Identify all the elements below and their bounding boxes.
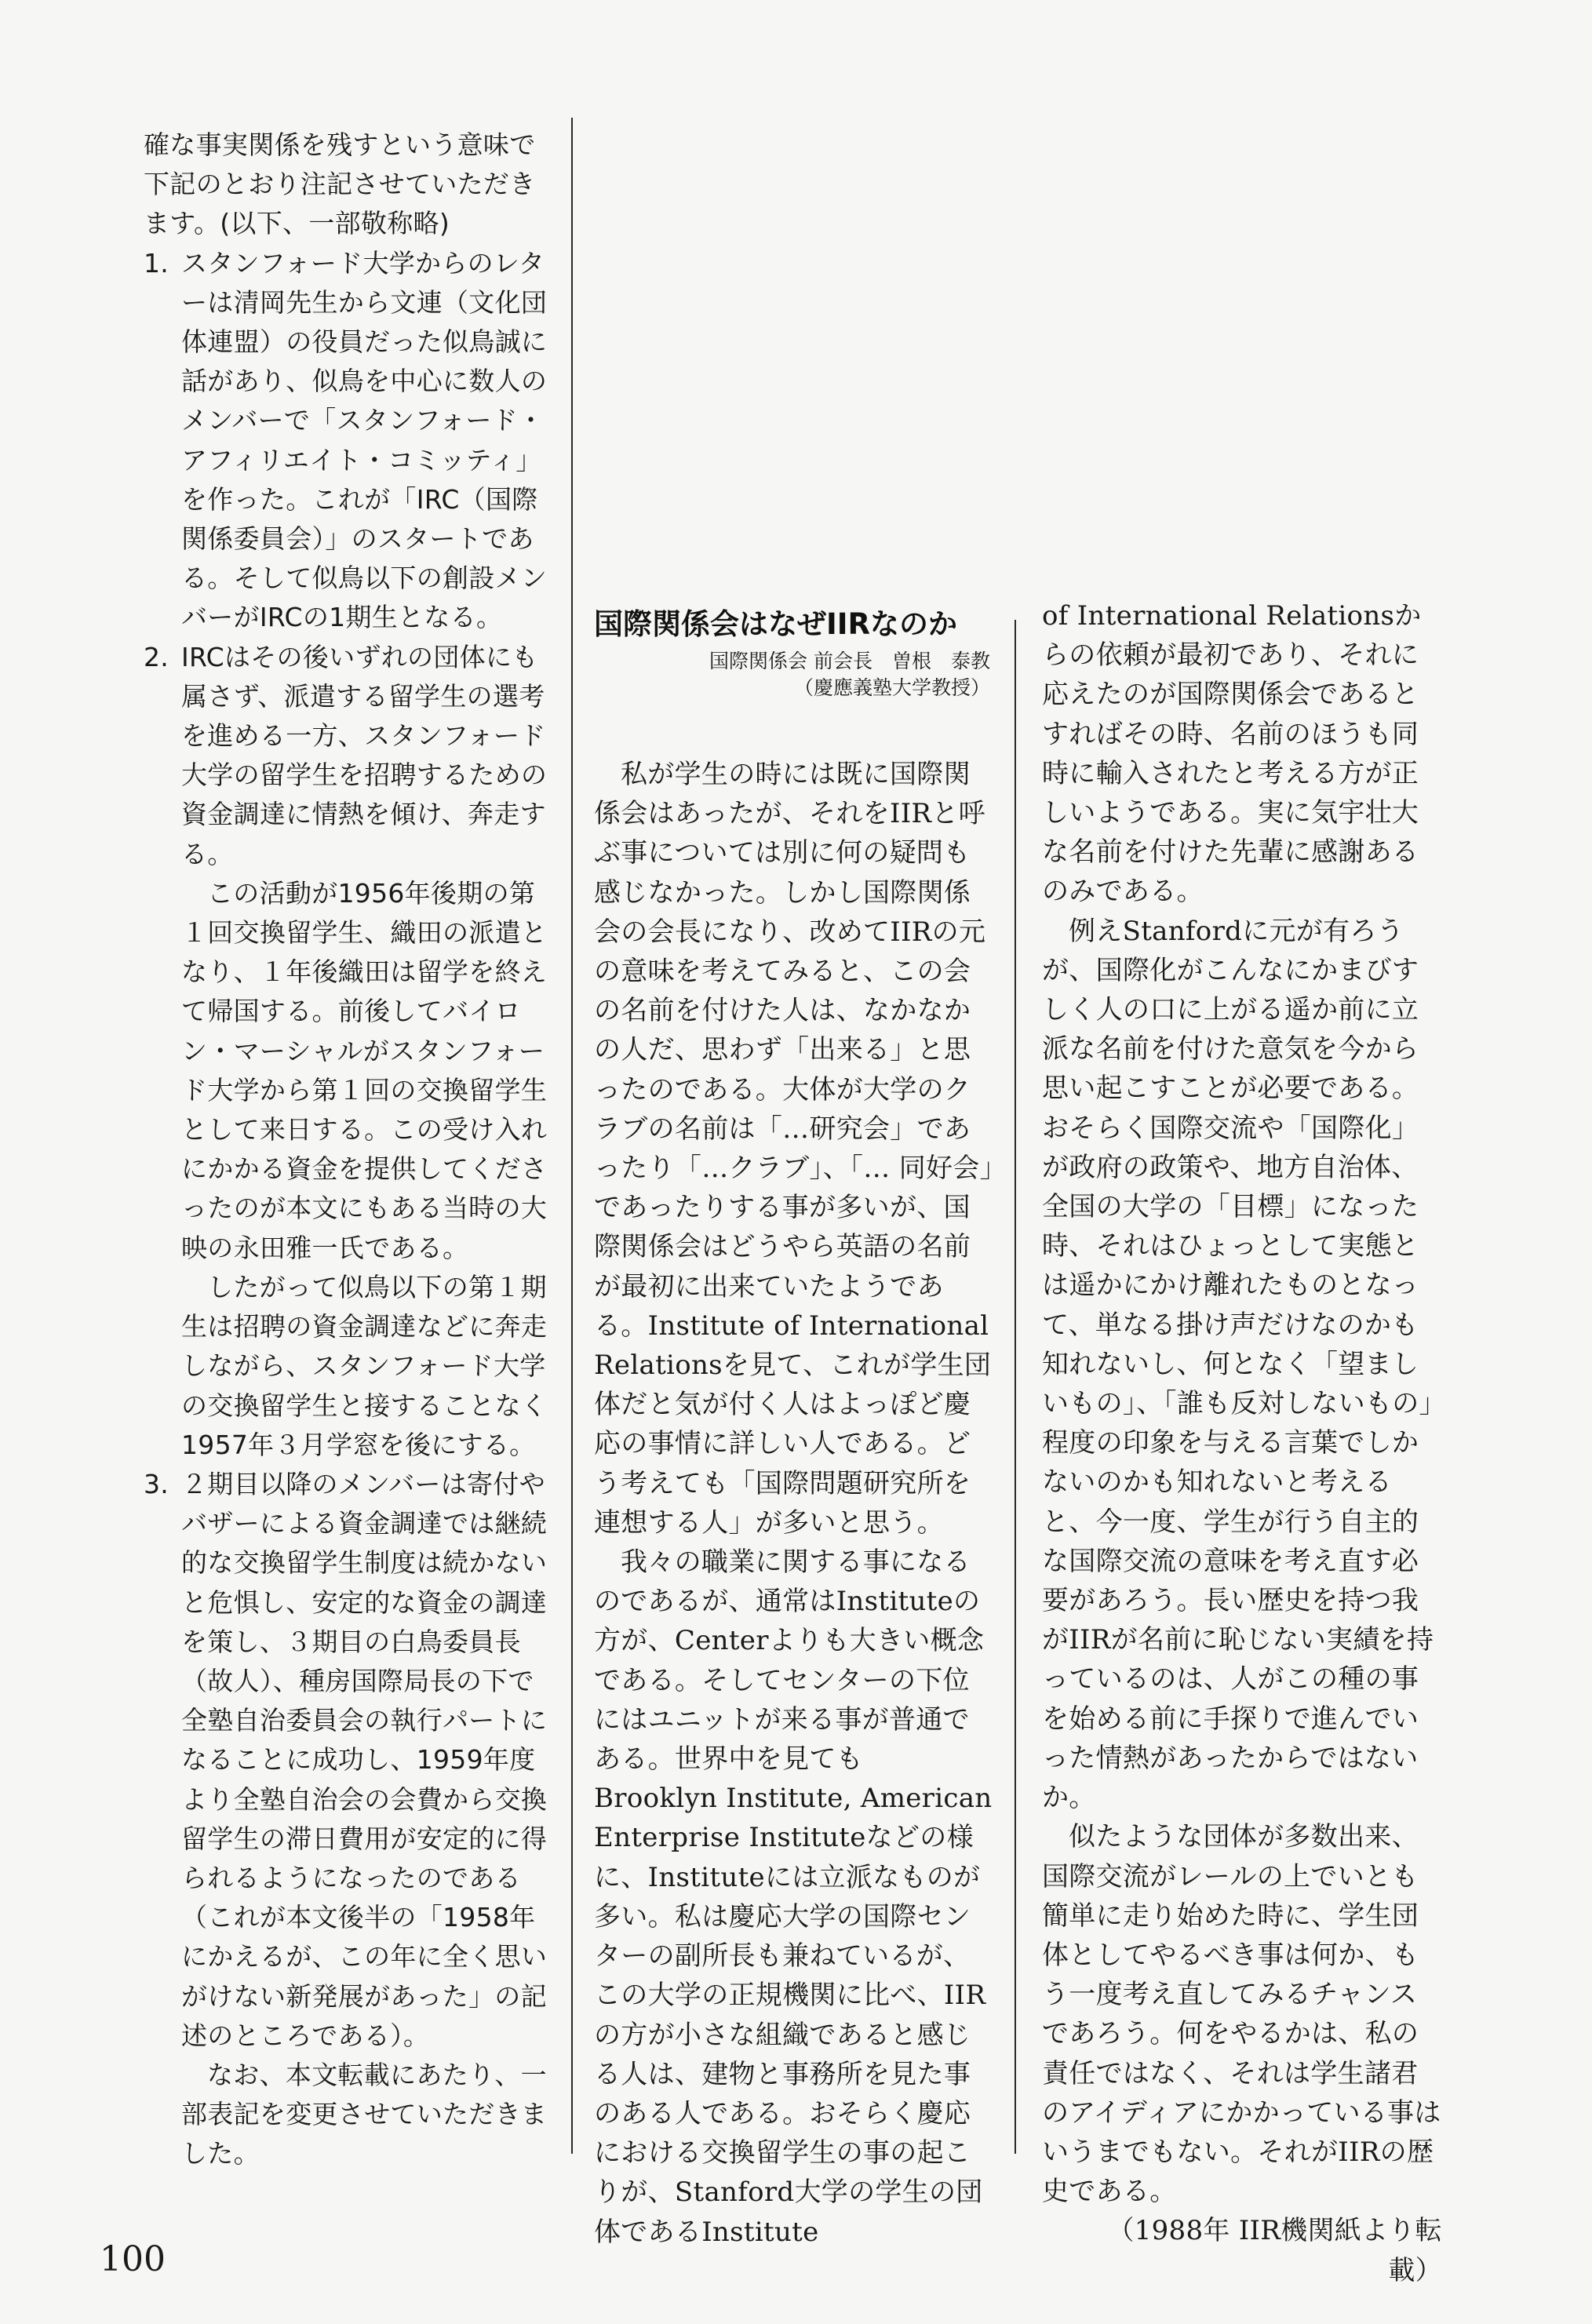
show-through-texture xyxy=(587,126,995,565)
article-title: 国際関係会はなぜIIRなのか xyxy=(594,607,958,641)
author-line: 国際関係会 前会長 曽根 泰教 xyxy=(709,650,990,672)
note-number: 3. xyxy=(144,1468,169,1499)
column-divider xyxy=(1015,620,1016,2154)
note-item-1 xyxy=(144,244,552,638)
note-item-3 xyxy=(144,1465,552,2056)
notes-closing: なお、本文転載にあたり、一部表記を変更させていただきました。 xyxy=(181,2059,548,2169)
article-paragraph: 我々の職業に関する事になるのであるが、通常はInstituteの方が、Centerよりも大きい概念である。そしてセンターの下位にはユニットが来る事が普通である。世界中を見ても Brooklyn Institute, American Enterprise Instituteなどの様に、Instituteには立派なものが多い。私は慶応大学の国際センターの副所長も兼ねているが、この大学の正規機関に比べ、IIRの方が小さな組織であると感じる人は、建物と事務所を見た事のある人である。おそらく慶応における交換留学生の事の起こりが、Stanford大学の学生の団体であるInstitute xyxy=(594,1546,993,2248)
article-column-1 xyxy=(594,755,994,2252)
notes-intro: 確な事実関係を残すという意味で下記のとおり注記させていただきます。(以下、一部敬称略) xyxy=(144,129,536,239)
source-note: （1988年 IIR機関紙より転載） xyxy=(1107,2215,1442,2286)
article-paragraph: 似たような団体が多数出来、国際交流がレールの上でいとも簡単に走り始めた時に、学生団体としてやるべき事は何か、もう一度考え直してみるチャンスであろう。何をやるかは、私の責任ではなく、それは学生諸君のアイディアにかかっている事はいうまでもない。それがIIRの歴史である。 xyxy=(1042,1821,1441,2208)
page-number: 100 xyxy=(100,2239,166,2279)
article-paragraph: 私が学生の時には既に国際関係会はあったが、それをIIRと呼ぶ事については別に何の疑問も感じなかった。しかし国際関係会の会長になり、改めてIIRの元の意味を考えてみると、この会の名前を付けた人は、なかなかの人だ、思わず「出来る」と思ったのである。大体が大学のクラブの名前は「…研究会」であったり「…クラブ」、「… 同好会」であったりする事が多いが、国際関係会はどうやら英語の名前が最初に出来ていたようである。Institute of International Relationsを見て、これが学生団体だと気が付く人はよっぽど慶応の事情に詳しい人である。どう考えても「国際問題研究所を連想する人」が多いと思う。 xyxy=(594,759,993,1539)
note-text: スタンフォード大学からのレターは清岡先生から文連（文化団体連盟）の役員だった似鳥誠に話があり、似鳥を中心に数人のメンバーで「スタンフォード・アフィリエイト・コミッティ」を作った。これが「IRC（国際関係委員会）」のスタートである。そして似鳥以下の創設メンバーがIRCの1期生となる。 xyxy=(181,247,548,633)
note-item-2 xyxy=(144,638,552,874)
note-number: 2. xyxy=(144,641,169,672)
article-paragraph: of International Relationsからの依頼が最初であり、それに応えたのが国際関係会であるとすればその時、名前のほうも同時に輸入されたと考える方が正しいようである。実に気宇壮大な名前を付けた先輩に感謝あるのみである。 xyxy=(1042,600,1422,908)
note-text: IRCはその後いずれの団体にも属さず、派遣する留学生の選考を進める一方、スタンフォード大学の留学生を招聘するための資金調達に情熱を傾け、奔走する。 xyxy=(181,641,548,869)
note-number: 1. xyxy=(144,247,169,279)
show-through-texture xyxy=(1032,126,1455,596)
article-column-2 xyxy=(1042,596,1442,2290)
note-paragraph: この活動が1956年後期の第１回交換留学生、織田の派遣となり、１年後織田は留学を終えて帰国する。前後してバイロン・マーシャルがスタンフォード大学から第１回の交換留学生として来日する。この受け入れにかかる資金を提供してくださったのが本文にもある当時の大映の永田雅一氏である。 xyxy=(181,877,548,1263)
author-affiliation: （慶應義塾大学教授） xyxy=(793,676,990,699)
note-text: ２期目以降のメンバーは寄付やバザーによる資金調達では継続的な交換留学生制度は続かないと危惧し、安定的な資金の調達を策し、３期目の白鳥委員長（故人）、種房国際局長の下で全塾自治委員会の執行パートになることに成功し、1959年度より全塾自治会の会費から交換留学生の滞日費用が安定的に得られるようになったのである（これが本文後半の「1958年にかえるが、この年に全く思いがけない新発展があった」の記述のところである）。 xyxy=(181,1468,548,2051)
article-paragraph: 例えStanfordに元が有ろうが、国際化がこんなにかまびすしく人の口に上がる遥か前に立派な名前を付けた意気を今から思い起こすことが必要である。おそらく国際交流や「国際化」が政府の政策や、地方自治体、全国の大学の「目標」になった時、それはひょっとして実態とは遥かにかけ離れたものとなって、単なる掛け声だけなのかも知れないし、何となく「望ましいもの」、「誰も反対しないもの」程度の印象を与える言葉でしかないのかも知れないと考えると、今一度、学生が行う自主的な国際交流の意味を考え直す必要があろう。長い歴史を持つ我がIIRが名前に恥じない実績を持っているのは、人がこの種の事を始める前に手探りで進んでいった情熱があったからではないか。 xyxy=(1042,915,1434,1814)
left-column-notes xyxy=(144,126,552,2174)
column-divider xyxy=(571,118,573,2154)
note-paragraph: したがって似鳥以下の第１期生は招聘の資金調達などに奔走しながら、スタンフォード大学の交換留学生と接することなく1957年３月学窓を後にする。 xyxy=(181,1271,548,1460)
article-byline xyxy=(594,648,990,701)
